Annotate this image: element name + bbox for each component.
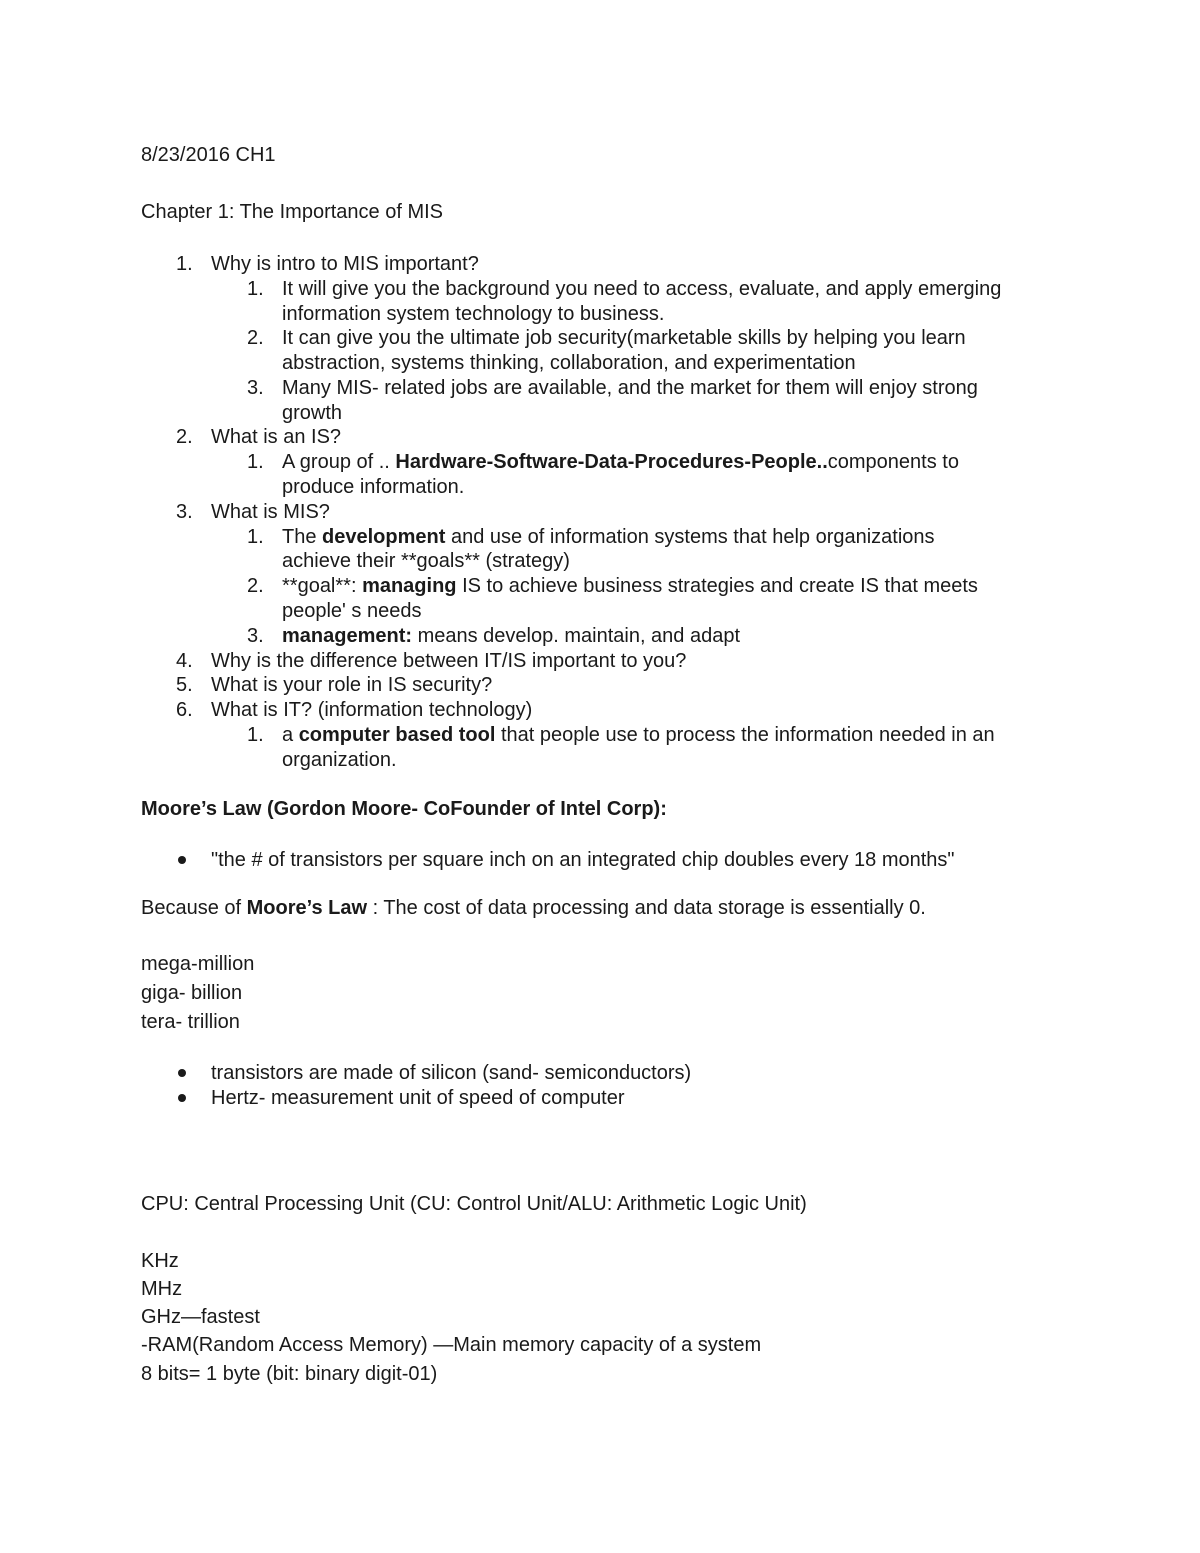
sublist-item: a computer based tool that people use to process the information needed in an — [282, 724, 995, 746]
paragraph: Because of Moore’s Law : The cost of data processing and data storage is essentially 0. — [141, 897, 926, 919]
sublist-number: 1. — [247, 526, 264, 548]
text-line: GHz—fastest — [141, 1306, 260, 1328]
sublist-number: 2. — [247, 327, 264, 349]
section-heading: Moore’s Law (Gordon Moore- CoFounder of Intel Corp): — [141, 798, 667, 820]
list-item: What is your role in IS security? — [211, 674, 493, 696]
sublist-item-cont: abstraction, systems thinking, collaboration, and experimentation — [282, 352, 856, 374]
list-item: What is IT? (information technology) — [211, 699, 533, 721]
sublist-number: 1. — [247, 278, 264, 300]
sublist-item-cont: achieve their **goals** (strategy) — [282, 550, 570, 572]
sublist-item: It can give you the ultimate job security(marketable skills by helping you learn — [282, 327, 966, 349]
sublist-number: 3. — [247, 377, 264, 399]
list-number: 3. — [176, 501, 193, 523]
list-number: 4. — [176, 650, 193, 672]
chapter-title: Chapter 1: The Importance of MIS — [141, 201, 444, 223]
date-line: 8/23/2016 CH1 — [141, 144, 276, 166]
list-number: 5. — [176, 674, 193, 696]
sublist-number: 3. — [247, 625, 264, 647]
sublist-item: The development and use of information systems that help organizations — [282, 526, 935, 548]
text-line: 8 bits= 1 byte (bit: binary digit-01) — [141, 1363, 438, 1385]
bullet-icon — [178, 856, 186, 864]
sublist-item: It will give you the background you need to access, evaluate, and apply emerging — [282, 278, 1002, 300]
sublist-item-cont: produce information. — [282, 476, 465, 498]
text-line: MHz — [141, 1278, 183, 1300]
list-item: What is an IS? — [211, 426, 342, 448]
sublist-item-cont: growth — [282, 402, 343, 424]
list-item: Why is the difference between IT/IS important to you? — [211, 650, 687, 672]
text-line: KHz — [141, 1250, 179, 1272]
sublist-item-cont: organization. — [282, 749, 397, 771]
sublist-number: 1. — [247, 724, 264, 746]
text-line: giga- billion — [141, 982, 243, 1004]
list-number: 1. — [176, 253, 193, 275]
text-line: CPU: Central Processing Unit (CU: Control Unit/ALU: Arithmetic Logic Unit) — [141, 1193, 807, 1215]
sublist-item-cont: people' s needs — [282, 600, 422, 622]
sublist-number: 1. — [247, 451, 264, 473]
sublist-item: **goal**: managing IS to achieve business strategies and create IS that meets — [282, 575, 978, 597]
text-line: -RAM(Random Access Memory) —Main memory capacity of a system — [141, 1334, 762, 1356]
sublist-item: management: means develop. maintain, and adapt — [282, 625, 741, 647]
list-number: 2. — [176, 426, 193, 448]
sublist-item: Many MIS- related jobs are available, and the market for them will enjoy strong — [282, 377, 978, 399]
list-number: 6. — [176, 699, 193, 721]
sublist-item-cont: information system technology to business. — [282, 303, 665, 325]
text-line: tera- trillion — [141, 1011, 240, 1033]
sublist-item: A group of .. Hardware-Software-Data-Procedures-People..components to — [282, 451, 959, 473]
sublist-number: 2. — [247, 575, 264, 597]
bullet-item: "the # of transistors per square inch on an integrated chip doubles every 18 months" — [211, 849, 955, 871]
text-line: mega-million — [141, 953, 255, 975]
bullet-icon — [178, 1094, 186, 1102]
bullet-item: Hertz- measurement unit of speed of computer — [211, 1087, 625, 1109]
list-item: Why is intro to MIS important? — [211, 253, 479, 275]
list-item: What is MIS? — [211, 501, 330, 523]
bullet-item: transistors are made of silicon (sand- semiconductors) — [211, 1062, 692, 1084]
bullet-icon — [178, 1069, 186, 1077]
